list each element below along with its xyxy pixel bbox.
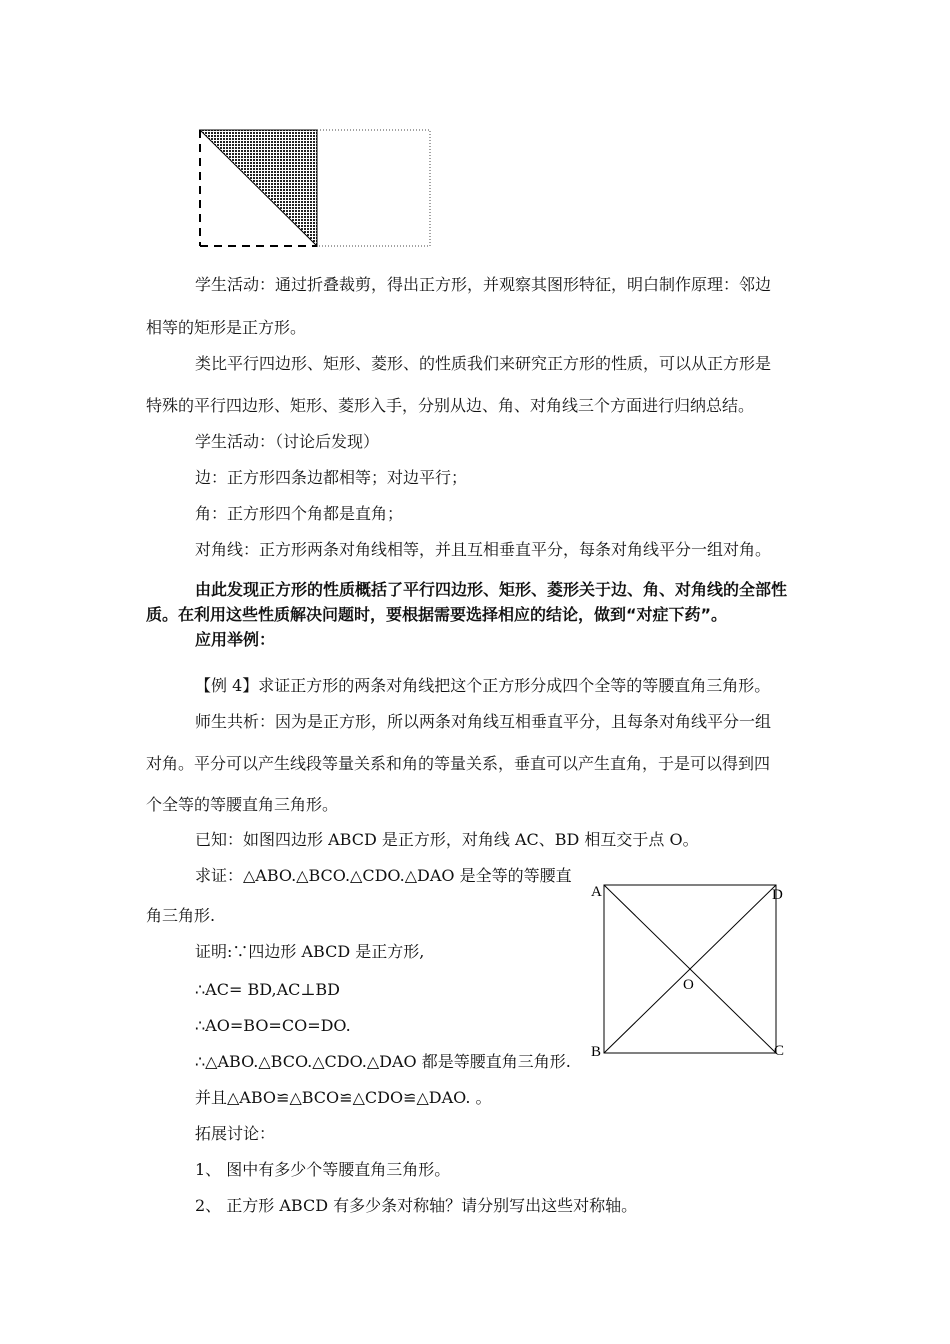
question-1: 1、 图中有多少个等腰直角三角形。 [195,1160,451,1179]
label-a: A [591,884,602,900]
question-2: 2、 正方形 ABCD 有多少条对称轴？请分别写出这些对称轴。 [195,1196,638,1215]
proof-line-2: ∴AC= BD,AC⊥BD [195,980,340,999]
proof-line-5: 并且△ABO≌△BCO≌△CDO≌△DAO. 。 [195,1088,492,1107]
square-abcd-figure [585,878,800,1068]
paragraph-extension: 拓展讨论： [195,1124,276,1143]
paragraph-analysis-cont: 对角。平分可以产生线段等量关系和角的等量关系，垂直可以产生直角，于是可以得到四 [146,754,771,773]
label-o: O [683,977,694,993]
paragraph-prove: 求证：△ABO.△BCO.△CDO.△DAO 是全等的等腰直 [195,866,572,885]
proof-line-3: ∴AO=BO=CO=DO. [195,1016,351,1035]
paragraph-student-activity-1: 学生活动：通过折叠裁剪，得出正方形，并观察其图形特征，明白制作原理：邻边 [195,275,772,294]
proof-line-1: 证明:∵四边形 ABCD 是正方形, [195,942,425,961]
paragraph-analogy-cont: 特殊的平行四边形、矩形、菱形入手，分别从边、角、对角线三个方面进行归纳总结。 [146,396,755,415]
paragraph-student-activity-1-cont: 相等的矩形是正方形。 [146,318,307,337]
paragraph-summary-cont: 质。在利用这些性质解决问题时，要根据需要选择相应的结论，做到“对症下药”。 [146,605,728,624]
paragraph-student-activity-2: 学生活动：（讨论后发现） [195,432,380,451]
paragraph-sides: 边：正方形四条边都相等；对边平行； [195,468,468,487]
label-c: C [774,1043,785,1059]
paragraph-given: 已知：如图四边形 ABCD 是正方形，对角线 AC、BD 相互交于点 O。 [195,830,699,849]
label-d: D [772,887,783,903]
paragraph-angles: 角：正方形四个角都是直角； [195,504,404,523]
proof-line-4: ∴△ABO.△BCO.△CDO.△DAO 都是等腰直角三角形. [195,1052,571,1071]
paragraph-application: 应用举例： [195,630,276,649]
paragraph-example-4: 【例 4】求证正方形的两条对角线把这个正方形分成四个全等的等腰直角三角形。 [195,676,771,695]
paragraph-diagonals: 对角线：正方形两条对角线相等，并且互相垂直平分，每条对角线平分一组对角。 [195,540,772,559]
paragraph-analysis-cont-2: 个全等的等腰直角三角形。 [146,795,339,814]
paragraph-analysis: 师生共析：因为是正方形，所以两条对角线互相垂直平分，且每条对角线平分一组 [195,712,772,731]
label-b: B [591,1044,602,1060]
folding-figure [196,126,436,251]
shaded-triangle [200,130,317,246]
paragraph-prove-cont: 角三角形. [146,906,216,925]
paragraph-summary: 由此发现正方形的性质概括了平行四边形、矩形、菱形关于边、角、对角线的全部性 [195,580,788,599]
paragraph-analogy: 类比平行四边形、矩形、菱形、的性质我们来研究正方形的性质，可以从正方形是 [195,354,772,373]
rect-right-outline [317,130,430,246]
